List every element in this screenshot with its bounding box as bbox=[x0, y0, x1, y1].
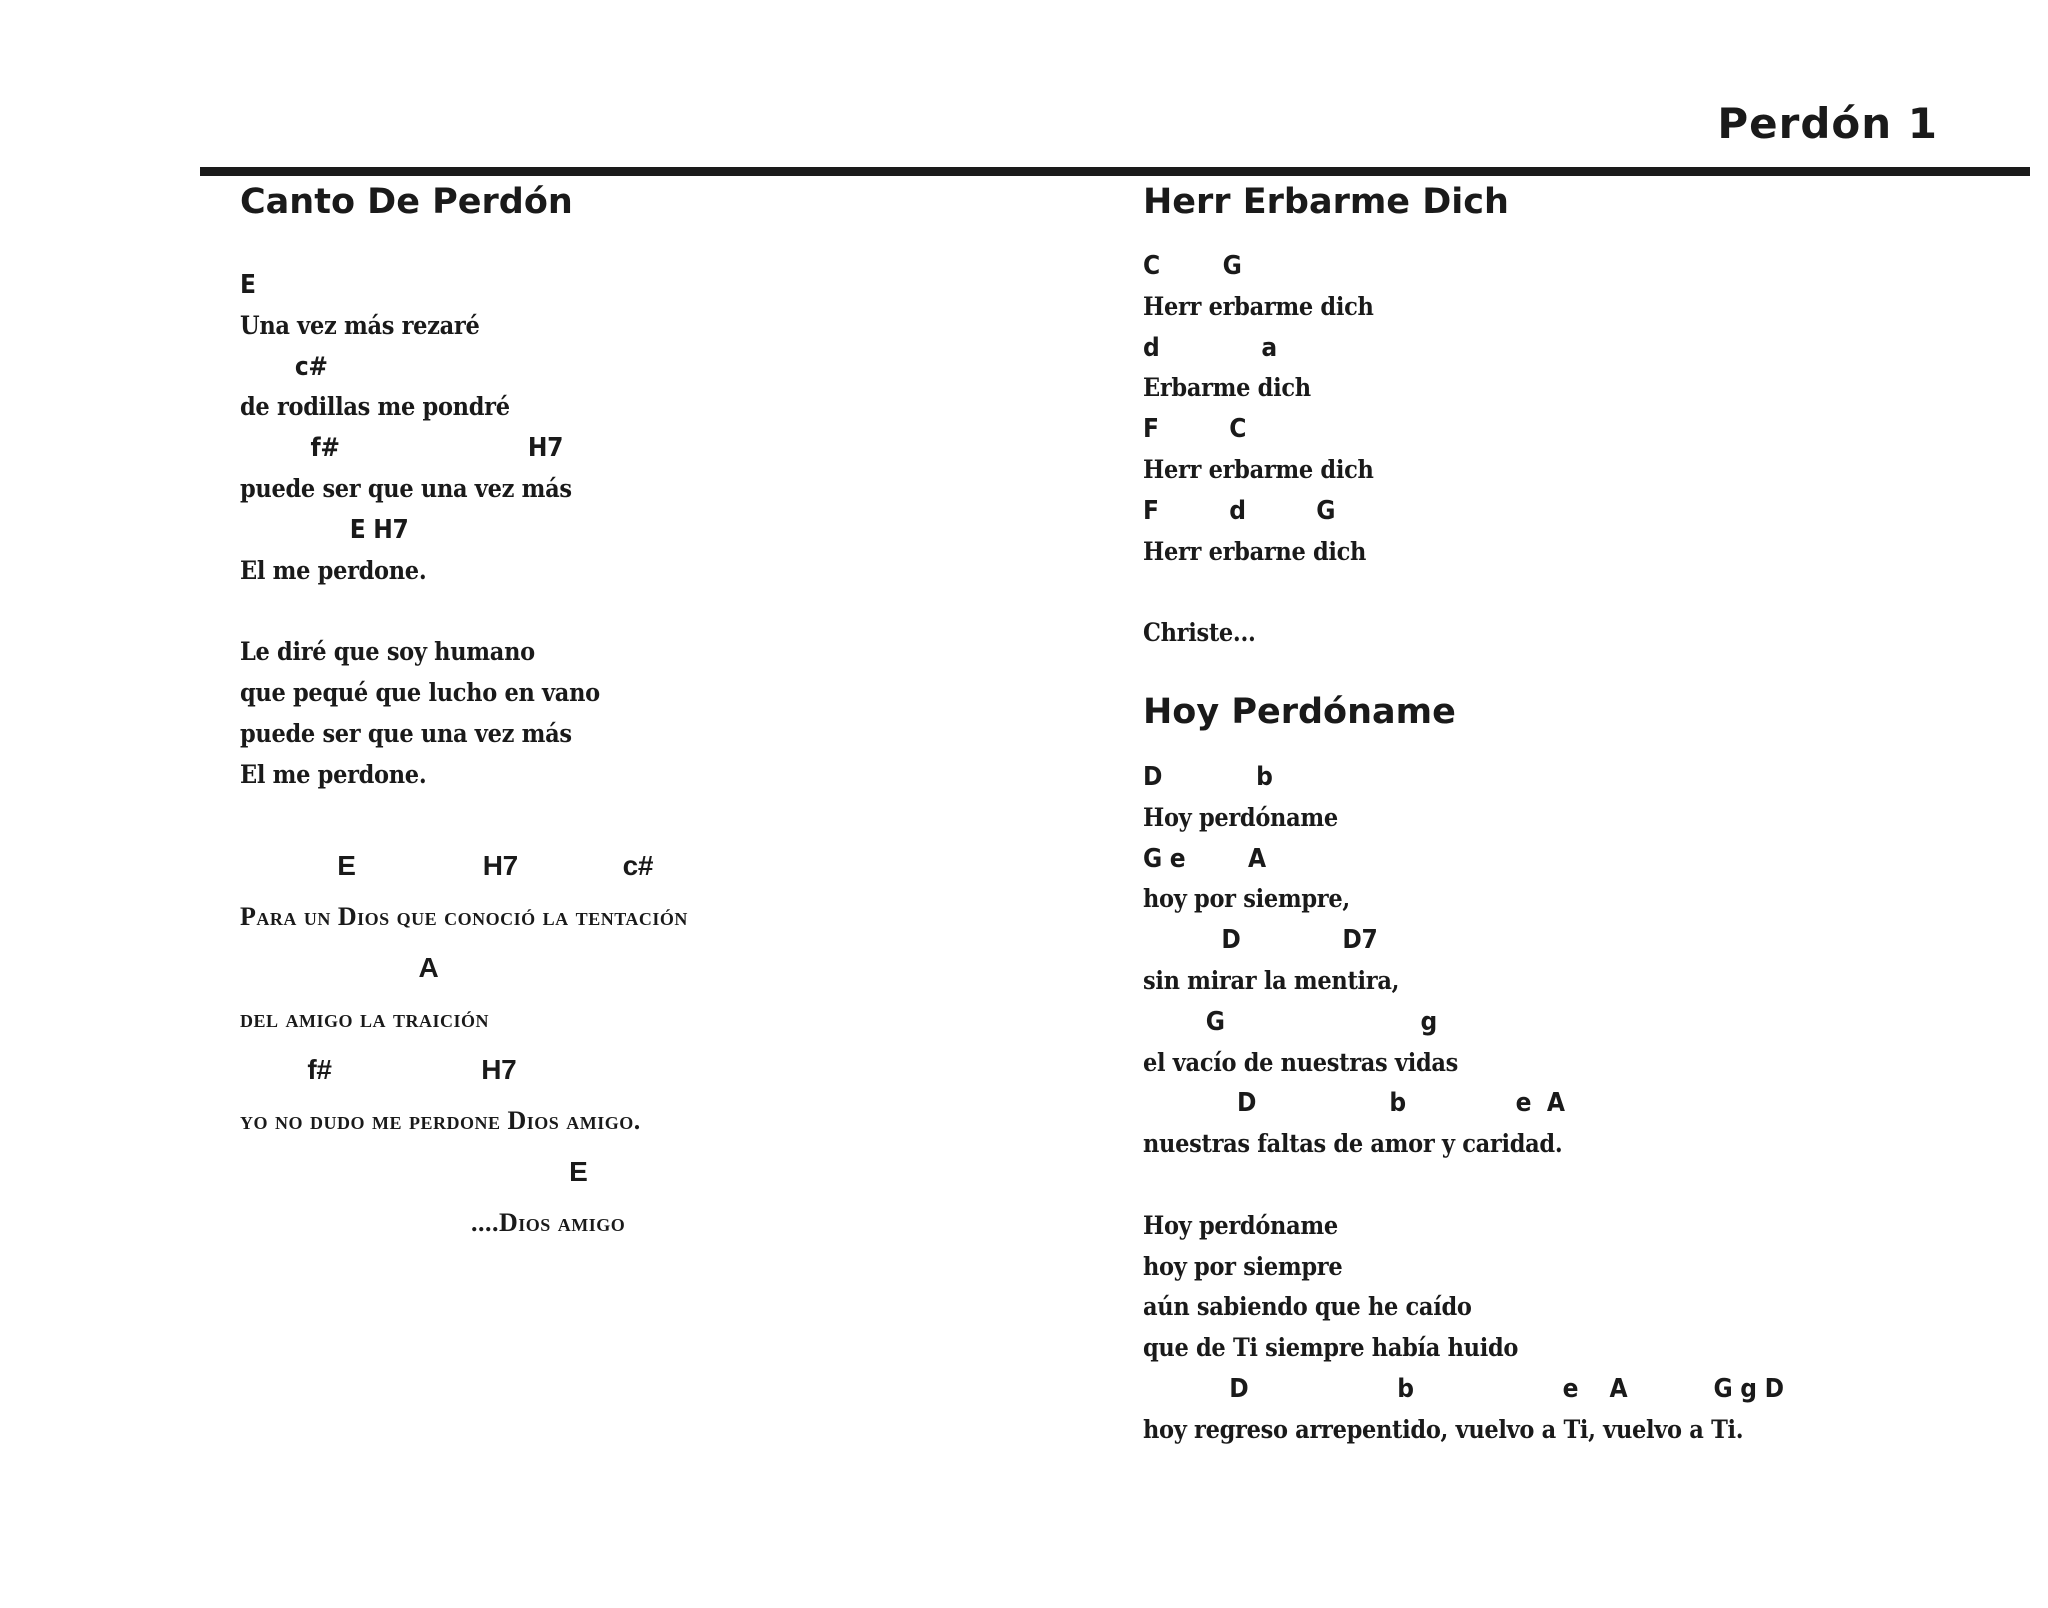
song-title-herr: Herr Erbarme Dich bbox=[1143, 182, 1509, 222]
lyric-line: Le diré que soy humano bbox=[240, 637, 535, 667]
blank-line bbox=[1143, 1165, 1784, 1206]
lyric-line: puede ser que una vez más bbox=[240, 718, 572, 748]
song-title-canto: Canto De Perdón bbox=[240, 182, 573, 222]
lyric-line: de rodillas me pondré bbox=[240, 392, 510, 422]
chord-line: c# bbox=[240, 351, 328, 382]
lyric-line: hoy por siempre, bbox=[1143, 884, 1350, 914]
chord-line: E H7 bbox=[240, 514, 409, 545]
refrain-lyric-line: yo no dudo me perdone Dios amigo. bbox=[240, 1106, 641, 1135]
refrain-lyric-line: Para un Dios que conoció la tentación bbox=[240, 902, 688, 931]
lyric-line: puede ser que una vez más bbox=[240, 473, 572, 503]
lyric-line: El me perdone. bbox=[240, 555, 427, 585]
song-herr-lines bbox=[1143, 246, 1374, 654]
chord-line: d a bbox=[1143, 332, 1277, 363]
refrain-lyric-line: ....Dios amigo bbox=[240, 1208, 626, 1237]
blank-line bbox=[240, 591, 600, 632]
refrain-chord-line: E H7 c# bbox=[240, 850, 654, 881]
lyric-line: Herr erbarne dich bbox=[1143, 536, 1367, 566]
song-hoy-lines bbox=[1143, 757, 1784, 1451]
blank-line bbox=[1143, 572, 1374, 613]
chord-line: C G bbox=[1143, 251, 1242, 281]
lyric-line: Hoy perdóname bbox=[1143, 802, 1338, 832]
header-rule bbox=[200, 167, 2030, 176]
chord-line: G e A bbox=[1143, 843, 1266, 874]
lyric-line: El me perdone. bbox=[240, 759, 427, 789]
lyric-line: Una vez más rezaré bbox=[240, 310, 480, 340]
chord-line: f# H7 bbox=[240, 433, 564, 464]
song-canto-lines bbox=[240, 265, 600, 795]
lyric-line: que de Ti siempre había huido bbox=[1143, 1333, 1519, 1363]
lyric-line: Herr erbarme dich bbox=[1143, 291, 1374, 321]
lyric-line: Erbarme dich bbox=[1143, 373, 1311, 403]
lyric-line: el vacío de nuestras vidas bbox=[1143, 1047, 1459, 1077]
chord-line: F C bbox=[1143, 414, 1247, 445]
refrain-chord-line: A bbox=[240, 952, 439, 983]
refrain-lyric-line: del amigo la traición bbox=[240, 1004, 490, 1033]
chord-line: D b bbox=[1143, 762, 1273, 792]
lyric-line: Hoy perdóname bbox=[1143, 1210, 1338, 1240]
lyric-line: Herr erbarme dich bbox=[1143, 454, 1374, 484]
refrain-chord-line: f# H7 bbox=[240, 1054, 517, 1085]
refrain-chord-line: E bbox=[240, 1156, 588, 1187]
chord-line: D D7 bbox=[1143, 925, 1378, 956]
chord-line: D b e A bbox=[1143, 1088, 1565, 1119]
chord-line: F d G bbox=[1143, 495, 1336, 526]
song-title-hoy: Hoy Perdóname bbox=[1143, 692, 1456, 732]
lyric-line: que pequé que lucho en vano bbox=[240, 677, 600, 707]
lyric-line: hoy regreso arrepentido, vuelvo a Ti, vuelvo a Ti. bbox=[1143, 1414, 1744, 1444]
chord-line: E bbox=[240, 270, 256, 300]
lyric-line: aún sabiendo que he caído bbox=[1143, 1292, 1472, 1322]
chord-line: D b e A G g D bbox=[1143, 1373, 1784, 1404]
chord-line: G g bbox=[1143, 1006, 1437, 1037]
page-title: Perdón 1 bbox=[1717, 99, 1938, 148]
lyric-line: hoy por siempre bbox=[1143, 1251, 1343, 1281]
lyric-line: sin mirar la mentira, bbox=[1143, 965, 1400, 995]
lyric-line: Christe... bbox=[1143, 618, 1256, 648]
lyric-line: nuestras faltas de amor y caridad. bbox=[1143, 1129, 1563, 1159]
song-canto-refrain bbox=[240, 840, 688, 1248]
